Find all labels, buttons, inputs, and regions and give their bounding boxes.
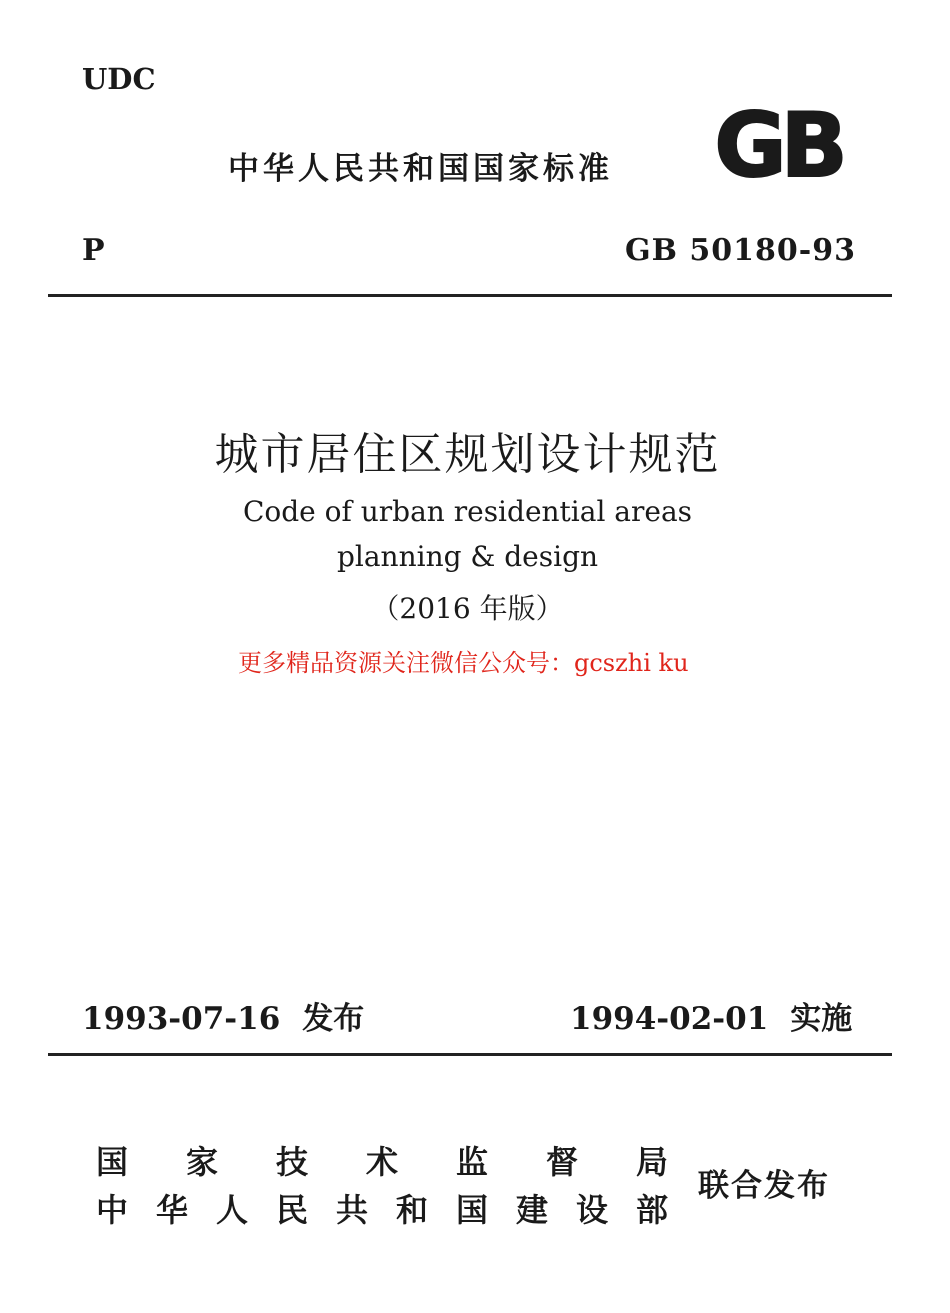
issue-date: 1993-07-16 — [82, 1001, 281, 1037]
chinese-title: 城市居住区规划设计规范 — [214, 429, 721, 480]
authority-line2 — [92, 1185, 672, 1231]
english-title-line2: planning & design — [336, 540, 599, 573]
authority-char: 国 — [455, 1191, 488, 1229]
authority-char: 督 — [545, 1143, 578, 1181]
authority-char: 监 — [455, 1143, 488, 1181]
authority-char: 部 — [635, 1191, 668, 1229]
issue-label: 发布 — [302, 1001, 365, 1037]
issue-date-block — [82, 993, 364, 1038]
standard-number: GB 50180-93 — [625, 233, 856, 268]
udc-label: UDC — [82, 62, 156, 96]
authority-char: 国 — [95, 1143, 128, 1181]
authority-char: 民 — [275, 1191, 308, 1229]
authority-char: 华 — [155, 1191, 188, 1229]
authority-char: 人 — [215, 1191, 248, 1229]
authority-char: 术 — [365, 1143, 398, 1181]
authority-char: 局 — [635, 1143, 668, 1181]
effective-date-block — [570, 993, 852, 1038]
standard-type: 中华人民共和国国家标准 — [228, 151, 613, 187]
gb-logo-text: GB — [714, 100, 842, 186]
authority-char: 中 — [95, 1191, 128, 1229]
authority-char: 和 — [395, 1191, 428, 1229]
english-title-line1: Code of urban residential areas — [242, 495, 693, 528]
gb-logo — [698, 100, 858, 186]
authority-char: 设 — [575, 1191, 608, 1229]
authority-char: 建 — [515, 1191, 548, 1229]
authority-char: 技 — [275, 1143, 308, 1181]
authority-char: 家 — [185, 1143, 218, 1181]
edition-label: （2016 年版） — [371, 592, 564, 625]
top-divider — [48, 294, 892, 297]
effective-label: 实施 — [790, 1001, 853, 1037]
authority-char: 共 — [335, 1191, 368, 1229]
bottom-divider — [48, 1053, 892, 1056]
promo-text: 更多精品资源关注微信公众号：gcszhi ku — [238, 649, 689, 677]
joint-release-label: 联合发布 — [698, 1168, 830, 1204]
effective-date: 1994-02-01 — [570, 1001, 769, 1037]
authority-line1 — [92, 1137, 672, 1183]
classification-code: P — [82, 233, 105, 268]
